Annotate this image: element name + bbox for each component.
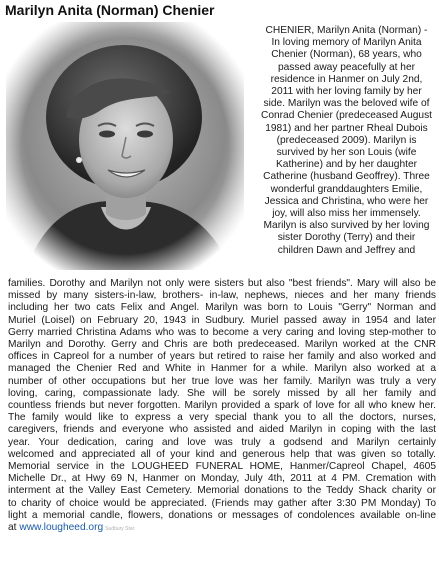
- website-link[interactable]: www.lougheed.org: [19, 522, 104, 534]
- source-tag: Sudbury Star: [105, 526, 135, 533]
- portrait-photo: [6, 22, 244, 270]
- body-line: Marilyn and Dorothy. Gerry and Chris are both predeceased. Marilyn worked at the CNR: [8, 339, 436, 351]
- body-line: light a memorial candle, flowers, donations or messages of condolences available on-line: [8, 509, 436, 521]
- body-line: Memorial service in the LOUGHEED FUNERAL HOME, Hanmer/Capreol Chapel, 4605: [8, 461, 436, 473]
- body-paragraph: [8, 278, 436, 535]
- intro-line: joy, will also miss her immensely.: [272, 208, 421, 220]
- page-title: Marilyn Anita (Norman) Chenier: [5, 2, 215, 18]
- intro-line: Chenier (Norman), 68 years, who: [271, 49, 422, 61]
- intro-line: Jessica and Christina, who were her: [264, 195, 429, 207]
- intro-line: Conrad Chenier (predeceased August: [260, 110, 433, 122]
- intro-line: sister Dorothy (Terry) and their: [277, 232, 416, 244]
- body-line: interment at the Valley East Cemetery. Memorial donations to the Teddy Shack charity or: [8, 485, 436, 497]
- intro-paragraph: [258, 25, 435, 257]
- intro-line: residence in Hanmer on July 2nd,: [270, 73, 423, 85]
- body-line-last: [8, 522, 436, 535]
- body-line: families. Dorothy and Marilyn not only were sisters but also "best friends". Mary will also be: [8, 278, 436, 289]
- intro-line: 2011 with her loving family by her: [271, 86, 422, 98]
- body-line: including her two cats Felix and Angel. Marilyn was born to Louis "Gerry" Norman and: [8, 302, 436, 314]
- body-line: Gerry married Christina Adams who was to become a very caring and loving step-mother to: [8, 326, 436, 338]
- intro-line: (predeceased 2009). Marilyn is: [276, 134, 417, 146]
- intro-line: passed away peacefully at her: [277, 61, 416, 73]
- body-line: The family would like to express a very special thank you to all the doctors, nurses,: [8, 412, 436, 424]
- intro-line: Catherine (husband Geoffrey). Three: [263, 171, 430, 183]
- intro-line: CHENIER, Marilyn Anita (Norman) -: [265, 25, 428, 36]
- intro-line: In loving memory of Marilyn Anita: [271, 37, 422, 49]
- body-line: Michelle Dr., at Hwy 69 N, Hanmer on Monday, July 4th, 2011 at 4 PM. Cremation with: [8, 473, 436, 485]
- intro-line: survived by her son Louis (wife: [276, 147, 417, 159]
- body-line: welcomed and appreciated all of your kind and generous help that was given so totally.: [8, 448, 436, 460]
- body-line: offices in Capreol for a number of years but retired to raise her family and also worked and: [8, 351, 436, 363]
- body-line: Muriel (Loisel) on February 20, 1943 in Sudbury. Muriel passed away in 1954 and later: [8, 314, 436, 326]
- body-line: number of other occupations but her true love was her family. Marilyn was truly a very: [8, 375, 436, 387]
- body-line: loving, caring, compassionate lady. She will be sorely missed by all her family and: [8, 387, 436, 399]
- intro-line: children Dawn and Jeffrey and: [277, 244, 416, 256]
- last-line-prefix: at: [8, 522, 17, 534]
- intro-line: Katherine) and by her daughter: [275, 159, 418, 171]
- body-line: missed by many sisters-in-law, brothers- in-law, nephews, nieces and her many friends: [8, 290, 436, 302]
- intro-line: 1981) and her partner Rheal Dubois: [265, 122, 428, 134]
- body-line: caregivers, friends and everyone who assisted and aided Marilyn in coping with the last: [8, 424, 436, 436]
- body-line: countless friends but never forgotten. Marilyn provided a spark of love for all who knew her.: [8, 400, 436, 412]
- intro-line: wonderful granddaughters Emilie,: [270, 183, 423, 195]
- intro-line: Marilyn is also survived by her loving: [263, 220, 430, 232]
- body-line: year. Your dedication, caring and love was truly a godsend and Marilyn certainly: [8, 436, 436, 448]
- intro-line: side. Marilyn was the beloved wife of: [263, 98, 430, 110]
- body-line: to charity of choice would be appreciated. (Friends may gather after 3:30 PM Monday) To: [8, 497, 436, 509]
- body-line: managed the Chenier Red and White in Hanmer for a while. Marilyn also worked at a: [8, 363, 436, 375]
